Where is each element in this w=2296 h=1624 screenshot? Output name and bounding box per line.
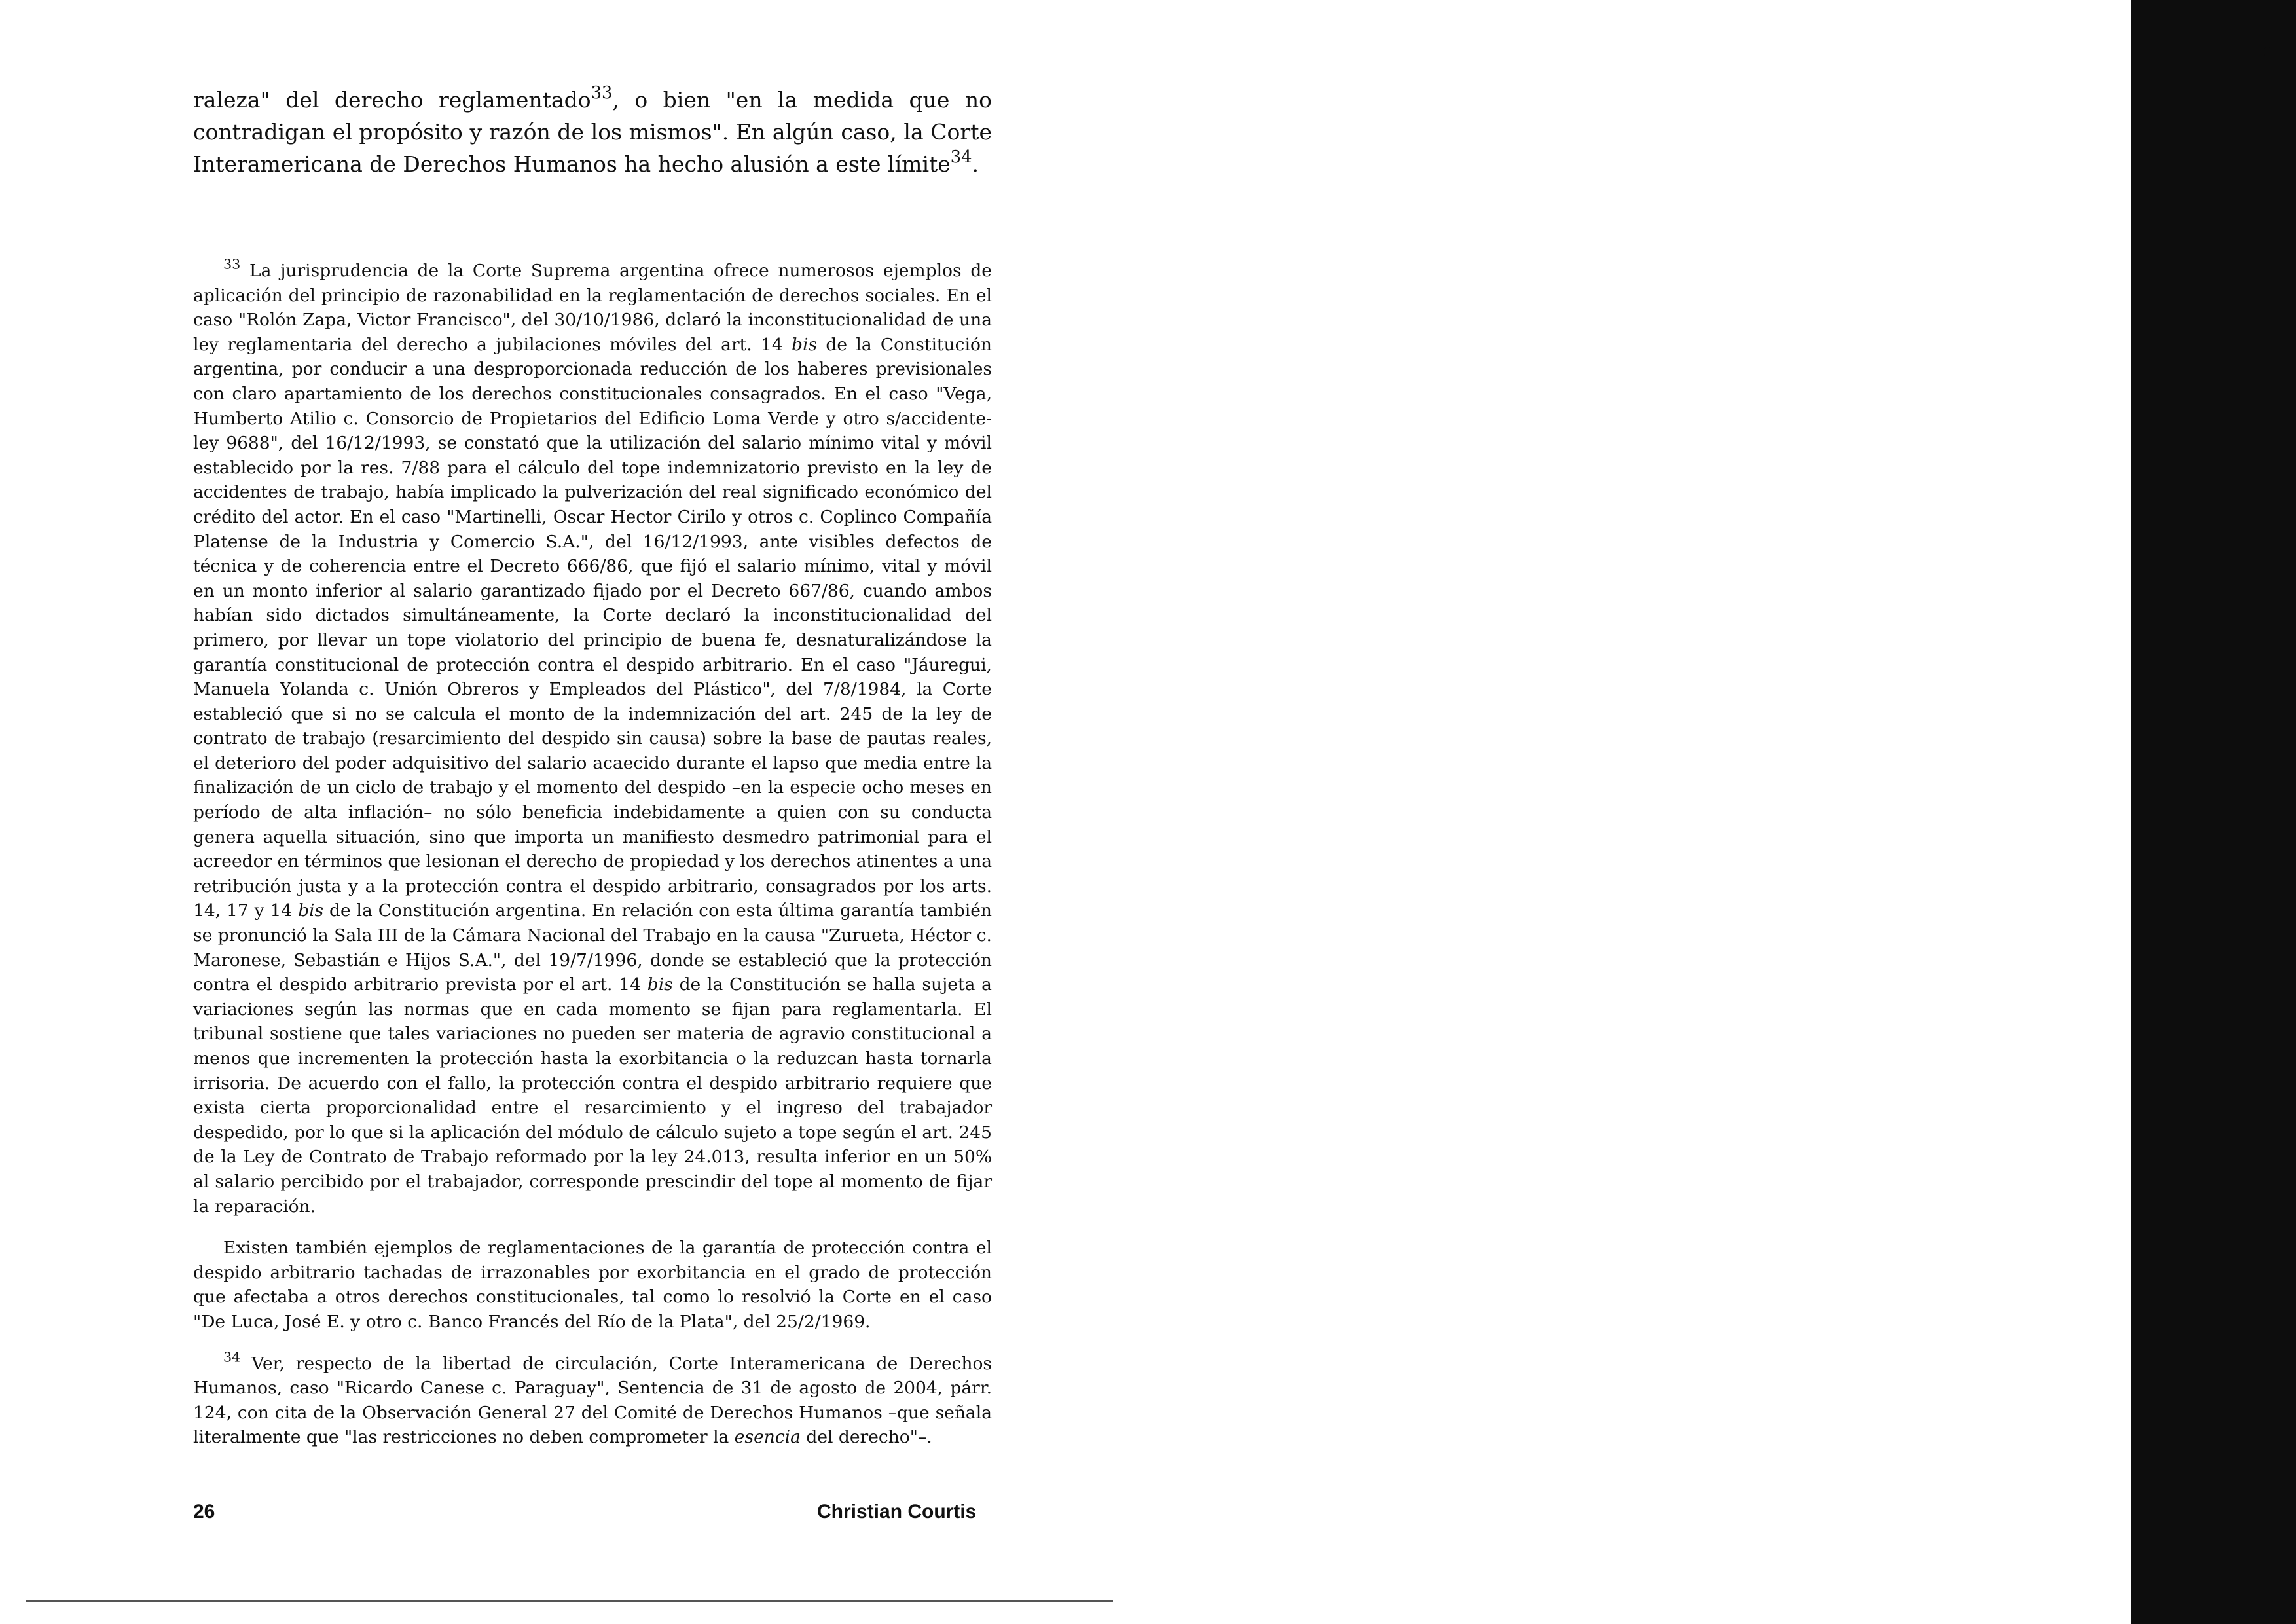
footnote-marker: 34 xyxy=(950,147,972,167)
footnote-34 xyxy=(193,1349,992,1450)
left-running-foot: Christian Courtis xyxy=(817,1501,977,1522)
text-run: . xyxy=(972,151,979,177)
text-run: , o bien "en la medida que no contradigan el propósito y razón de los mismos". En algún caso, la Corte Interamericana de Derechos Humanos ha hecho alusión a este límite xyxy=(193,87,993,177)
scan-speck xyxy=(2264,47,2270,56)
text-run: La jurisprudencia de la Corte Suprema argentina ofrece numerosos ejemplos de aplicación del principio de razonabilidad en la reglamentación de derechos sociales. En el caso "Rolón Zapa, Victor Francisco", del 30/10/1986, dclaró la inconstitucionalidad de una ley reglamentaria del derecho a jubilaciones móviles del art. 14 xyxy=(193,261,992,355)
text-run: Ver, respecto de la libertad de circulación, Corte Interamericana de Derechos Humanos, caso "Ricardo Canese c. Paraguay", Sentencia de 31 de agosto de 2004, párr. 124, con cita de la Observación General 27 del Comité de Derechos Humanos –que señala literalmente que "las restricciones no deben comprometer la xyxy=(193,1353,992,1448)
left-page xyxy=(0,0,1074,1624)
text-run: del derecho"–. xyxy=(800,1427,932,1448)
text-run: raleza" del derecho reglamentado xyxy=(193,87,591,113)
scan-bottom-rule xyxy=(26,1600,1113,1602)
footnote-33 xyxy=(193,256,992,1219)
text-run: de la Constitución argentina, por conducir a una desproporcionada reducción de los haberes previsionales con claro apartamiento de los derechos constitucionales consagrados. En el caso "Vega, Humberto Atilio c. Consorcio de Propietarios del Edificio Loma Verde y otro s/accidente-ley 9688", del 16/12/1993, se constató que la utilización del salario mínimo vital y móvil establecido por la res. 7/88 para el cálculo del tope indemnizatorio previsto en la ley de accidentes de trabajo, había implicado la pulverización del real significado económico del crédito del actor. En el caso "Martinelli, Oscar Hector Cirilo y otros c. Coplinco Compañía Platense de la Industria y Comercio S.A.", del 16/12/1993, ante visibles defectos de técnica y de coherencia entre el Decreto 666/86, que fijó el salario mínimo, vital y móvil en un monto inferior al salario garantizado fijado por el Decreto 667/86, cuando ambos habían sido dictados simultáneamente, la Corte declaró la inconstitucionalidad del primero, por llevar un tope violatorio del principio de buena fe, desnaturalizándose la garantía constitucional de protección contra el despido arbitrario. En el caso "Jáuregui, Manuela Yolanda c. Unión Obreros y Empleados del Plástico", del 7/8/1984, la Corte estableció que si no se calcula el monto de la indemnización del art. 245 de la ley de contrato de trabajo (resarcimiento del despido sin causa) sobre la base de pautas reales, el deterioro del poder adquisitivo del salario acaecido durante el lapso que media entre la finalización de un ciclo de trabajo y el momento del despido –en la especie ocho meses en período de alta inflación– no sólo beneficia indebidamente a quien con su conducta genera aquella situación, sino que importa un manifiesto desmedro patrimonial para el acreedor en términos que lesionan el derecho de propiedad y los derechos atinentes a una retribución justa y a la protección contra el despido arbitrario, consagrados por los arts. 14, 17 y 14 xyxy=(193,334,992,921)
footnote-marker: 34 xyxy=(223,1349,241,1365)
footnote-marker: 33 xyxy=(223,256,241,272)
italic-text: bis xyxy=(647,974,673,995)
left-footnotes xyxy=(193,256,992,1450)
right-page xyxy=(1074,0,2296,1624)
left-page-number: 26 xyxy=(193,1501,215,1522)
text-run: Existen también ejemplos de reglamentaciones de la garantía de protección contra el despido arbitrario tachadas de irrazonables por exorbitancia en el grado de protección que afectaba a otros derechos constitucionales, tal como lo resolvió la Corte en el caso "De Luca, José E. y otro c. Banco Francés del Río de la Plata", del 25/2/1969. xyxy=(193,1238,992,1332)
italic-text: esencia xyxy=(734,1427,801,1448)
scan-edge-shadow xyxy=(2131,0,2296,1624)
footnote-marker: 33 xyxy=(591,83,613,103)
text-run: de la Constitución argentina. En relación con esta última garantía también se pronunció la Sala III de la Cámara Nacional del Trabajo en la causa "Zurueta, Héctor c. Maronese, Sebastián e Hijos S.A.", del 19/7/1996, donde se estableció que la protección contra el despido arbitrario prevista por el art. 14 xyxy=(193,900,992,995)
text-run: de la Constitución se halla sujeta a variaciones según las normas que en cada momento se fijan para reglamentarla. El tribunal sostiene que tales variaciones no pueden ser materia de agravio constitucional a menos que incrementen la protección hasta la exorbitancia o la reduzcan hasta tornarla irrisoria. De acuerdo con el fallo, la protección contra el despido arbitrario requiere que exista cierta proporcionalidad entre el resarcimiento y el ingreso del trabajador despedido, por lo que si la aplicación del módulo de cálculo sujeto a tope según el art. 245 de la Ley de Contrato de Trabajo reformado por la ley 24.013, resulta inferior en un 50% al salario percibido por el trabajador, corresponde prescindir del tope al momento de fijar la reparación. xyxy=(193,974,992,1217)
italic-text: bis xyxy=(298,900,324,921)
left-body-paragraph xyxy=(193,84,992,180)
left-body-text xyxy=(193,84,992,180)
italic-text: bis xyxy=(792,334,818,355)
footnote-33-continuation xyxy=(193,1236,992,1334)
